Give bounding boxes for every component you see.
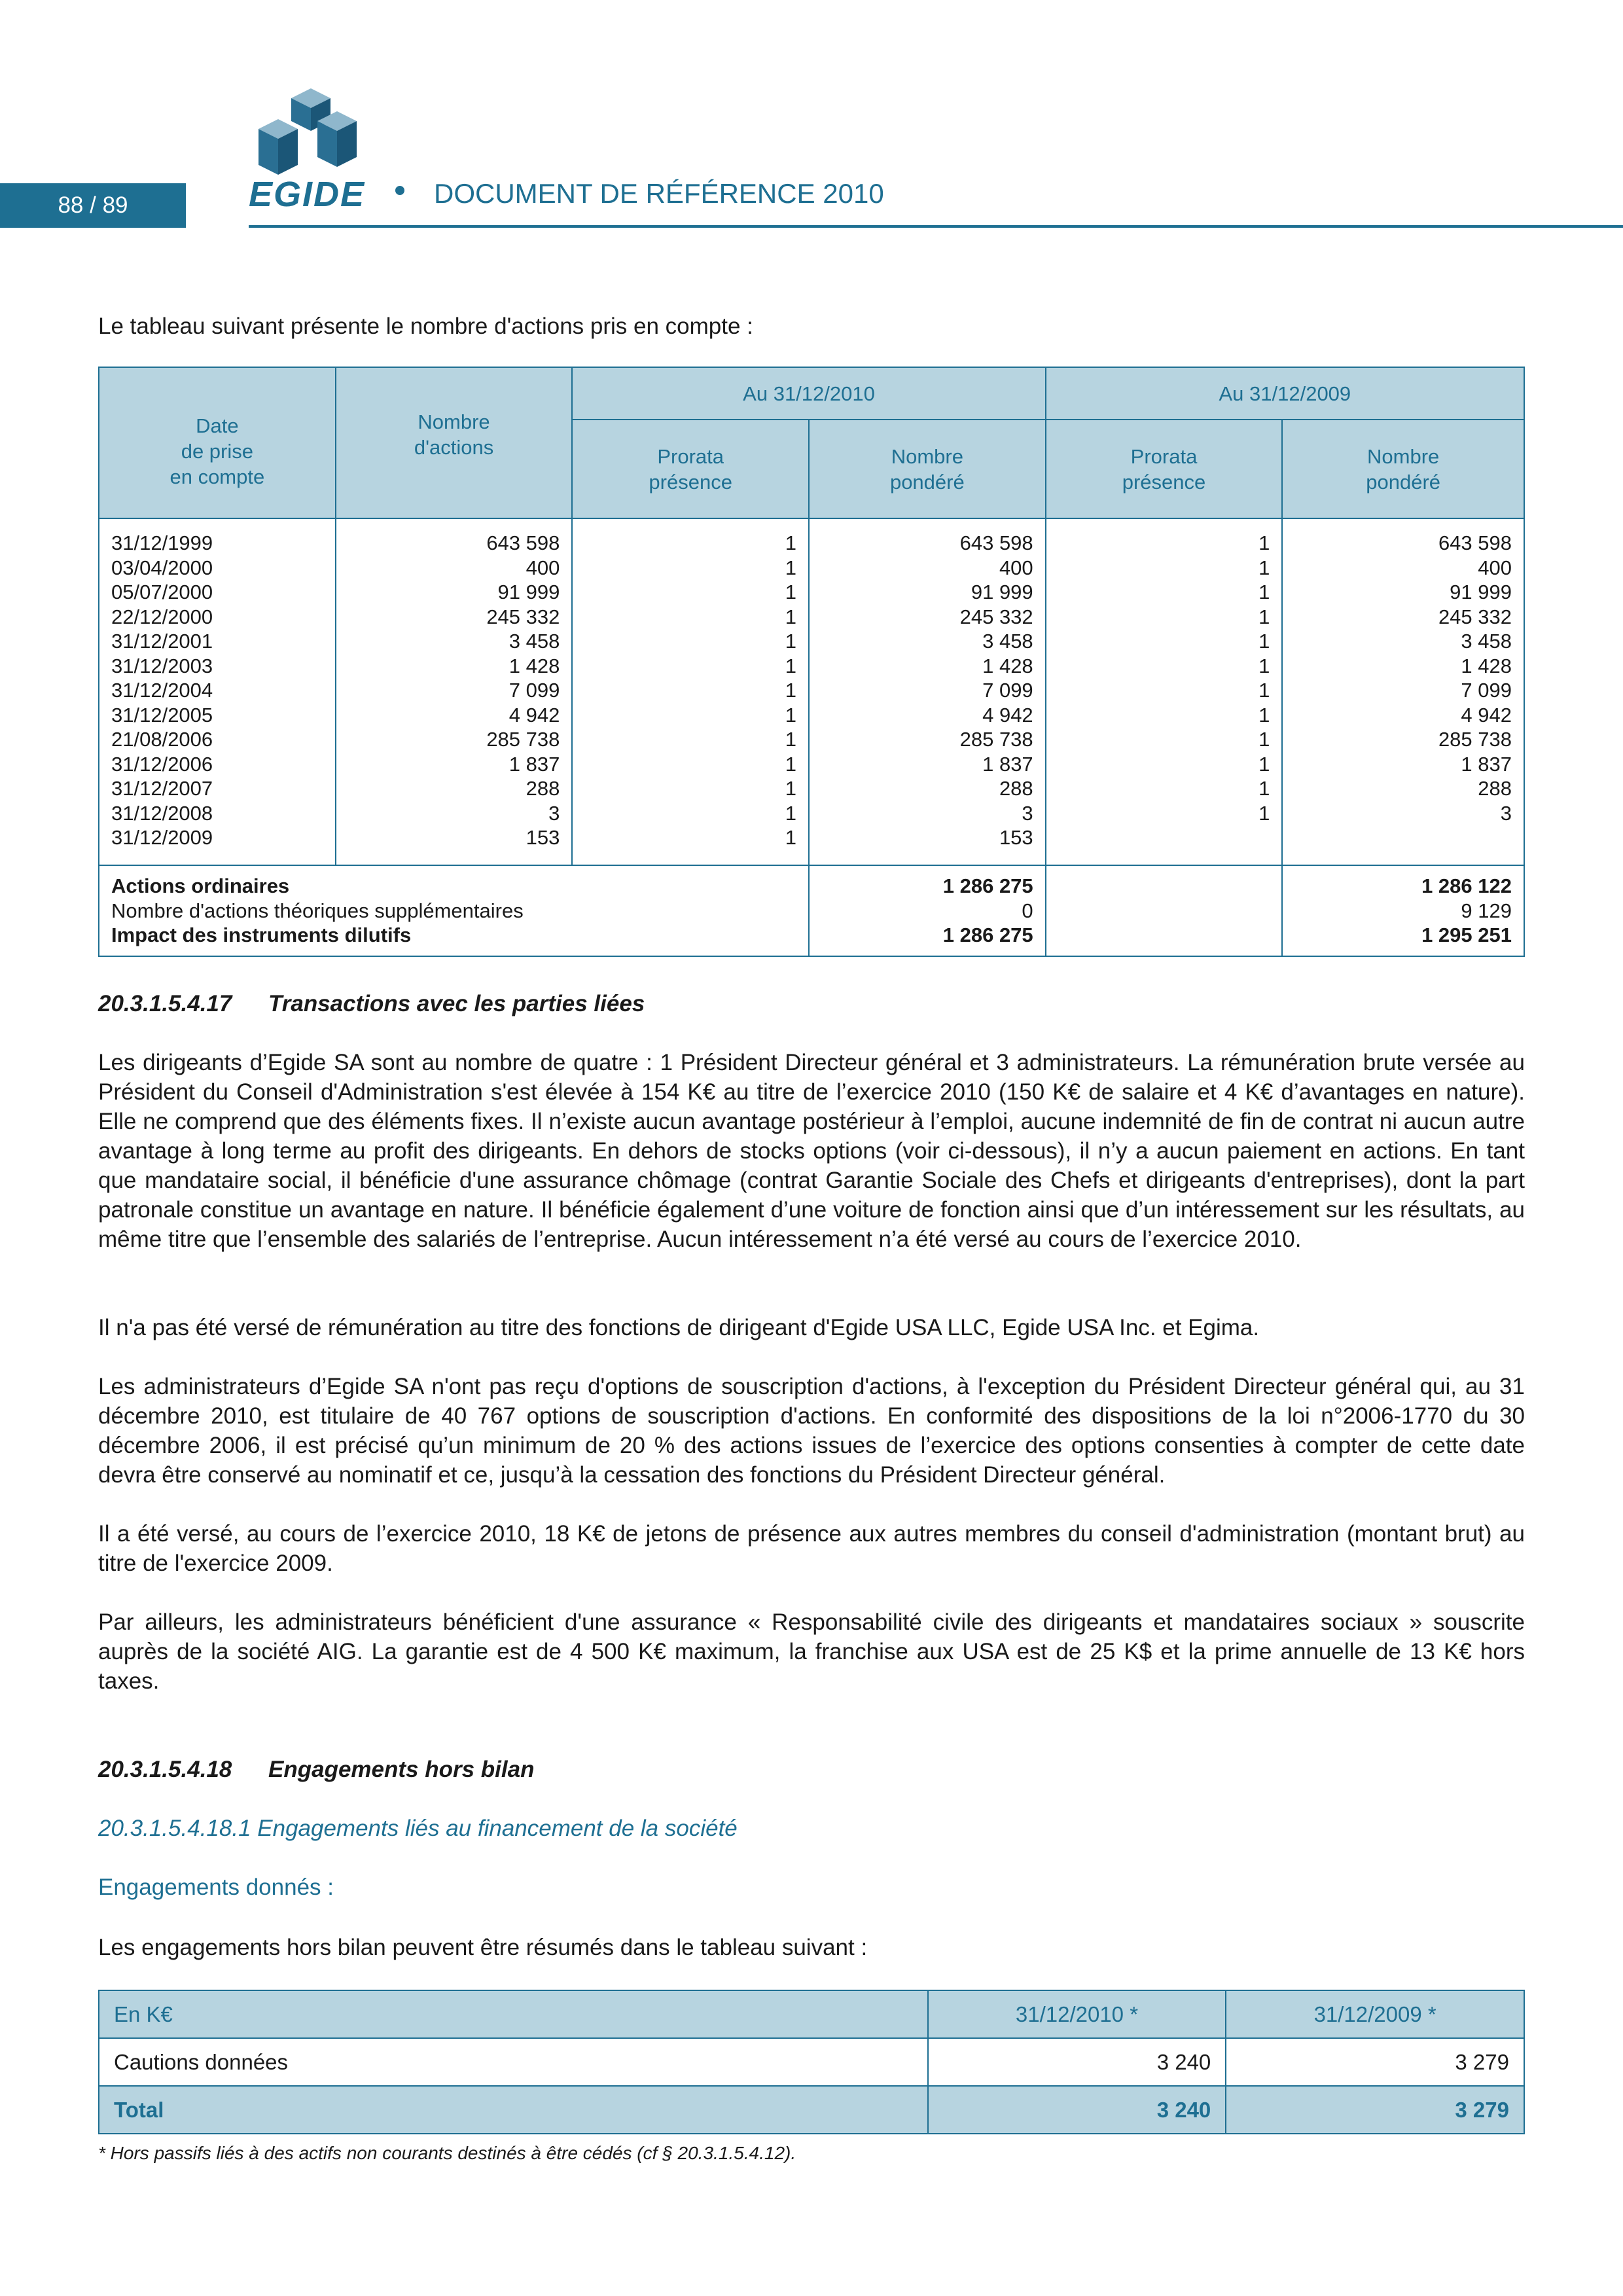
sub-header-prorata-2009: Prorata présence: [1046, 420, 1283, 518]
table-row: [99, 2038, 1524, 2086]
group-header-2009: Au 31/12/2009: [1046, 367, 1524, 420]
table-cell-value: 05/07/2000: [111, 581, 213, 603]
table-cell-value: 31/12/2006: [111, 752, 213, 776]
table-cell-value: 1: [785, 581, 797, 603]
summary-empty-cell: [1046, 865, 1283, 956]
table-cell-value: 4 942: [508, 703, 560, 726]
section-17-paragraph-2: Il n'a pas été versé de rémunération au titre des fonctions de dirigeant d'Egide USA LLC, Egide USA Inc. et Egima.: [98, 1315, 1260, 1340]
table-cell-value: 3 458: [1461, 630, 1512, 653]
total-label: Total: [99, 2086, 928, 2134]
ordinaires-2009: 1 286 122: [1421, 874, 1512, 897]
table-cell-value: 1: [1258, 556, 1270, 579]
brand-wordmark: EGIDE: [249, 175, 366, 214]
table-cell-value: 21/08/2006: [111, 728, 213, 751]
table-cell-value: 31/12/2005: [111, 703, 213, 726]
table-cell-value: 1: [1258, 777, 1270, 800]
table-cell-value: 4 942: [1461, 703, 1512, 726]
ordinaires-label: Actions ordinaires: [111, 874, 290, 897]
col-header-unit: En K€: [99, 1990, 928, 2038]
impact-2009: 1 295 251: [1421, 924, 1512, 946]
summary-2010: [809, 865, 1046, 956]
table-cell-value: 245 332: [959, 605, 1033, 628]
table-cell-value: 1: [785, 605, 797, 628]
impact-2010: 1 286 275: [942, 924, 1033, 946]
col-header-date: Date de prise en compte: [99, 367, 336, 518]
pondere-2009-column: [1282, 518, 1524, 865]
table-cell-value: 288: [1478, 777, 1512, 800]
footnote: * Hors passifs liés à des actifs non courants destinés à être cédés (cf § 20.3.1.5.4.12).: [98, 2143, 796, 2163]
theoriques-2010: 0: [1022, 899, 1033, 922]
page-indicator: 88 / 89: [0, 183, 186, 228]
impact-label: Impact des instruments dilutifs: [111, 924, 412, 946]
ordinaires-2010: 1 286 275: [942, 874, 1033, 897]
table-cell-value: 31/12/2001: [111, 630, 213, 653]
table-cell-value: 245 332: [486, 605, 560, 628]
table-cell-value: 03/04/2000: [111, 556, 213, 579]
table-cell-value: 400: [999, 556, 1033, 579]
table-cell-value: 1: [1258, 703, 1270, 726]
table-cell-value: 153: [999, 826, 1033, 849]
sub-header-pondere-2010: Nombre pondéré: [809, 420, 1046, 518]
table-cell-value: 31/12/2004: [111, 679, 213, 702]
table-cell-value: 1: [1258, 679, 1270, 702]
section-17-title: Transactions avec les parties liées: [268, 991, 645, 1016]
header-divider: [249, 225, 1623, 228]
table-cell-value: 7 099: [982, 679, 1033, 702]
table-cell-value: 1 428: [982, 654, 1033, 677]
table-cell-value: 1: [1258, 801, 1270, 825]
theoriques-label: Nombre d'actions théoriques supplémentaires: [111, 899, 524, 922]
table-cell-value: 7 099: [508, 679, 560, 702]
section-17-paragraph-4: Il a été versé, au cours de l’exercice 2010, 18 K€ de jetons de présence aux autres membres du conseil d'administration (montant brut) au titre de l'exercice 2009.: [98, 1521, 1525, 1576]
table-cell-value: 1: [1258, 654, 1270, 677]
section-17-number: 20.3.1.5.4.17: [98, 991, 232, 1016]
summary-labels: [99, 865, 809, 956]
section-17-heading: [98, 991, 645, 1017]
commitments-intro-text: Les engagements hors bilan peuvent être résumés dans le tableau suivant :: [98, 1935, 868, 1960]
table-cell-value: 285 738: [486, 728, 560, 751]
sub-header-prorata-2010: Prorata présence: [572, 420, 809, 518]
col-header-actions: Nombre d'actions: [336, 367, 573, 518]
actions-column: [336, 518, 573, 865]
table-cell-value: 31/12/1999: [111, 531, 213, 554]
summary-2009: [1282, 865, 1524, 956]
table-cell-value: 91 999: [971, 581, 1033, 603]
date-column: [99, 518, 336, 865]
table-cell-value: 245 332: [1438, 605, 1512, 628]
table-cell-value: 91 999: [497, 581, 560, 603]
table-cell-value: 31/12/2003: [111, 654, 213, 677]
table-row: [99, 518, 1524, 865]
table-cell-value: 400: [526, 556, 560, 579]
engagements-label: Engagements donnés :: [98, 1874, 334, 1900]
table-cell-value: 4 942: [982, 703, 1033, 726]
table-cell-value: 400: [1478, 556, 1512, 579]
table-cell-value: 1: [785, 777, 797, 800]
table-cell-value: 1: [785, 752, 797, 776]
summary-row: [99, 865, 1524, 956]
table-cell-value: 1: [785, 679, 797, 702]
total-2010: 3 240: [928, 2086, 1226, 2134]
table-cell-value: 1 428: [1461, 654, 1512, 677]
table-cell-value: 1: [785, 801, 797, 825]
table-cell-value: 153: [526, 826, 560, 849]
table-cell-value: 1 837: [1461, 752, 1512, 776]
section-18-title: Engagements hors bilan: [268, 1757, 535, 1782]
pondere-2010-column: [809, 518, 1046, 865]
theoriques-2009: 9 129: [1461, 899, 1512, 922]
table-cell-value: 288: [526, 777, 560, 800]
table-cell-value: 3: [1500, 801, 1512, 825]
section-17-paragraph-5: Par ailleurs, les administrateurs bénéficient d'une assurance « Responsabilité civile des dirigeants et mandataires sociaux » souscrite auprès de la société AIG. La garantie est de 4 500 K€ maximum, la franchise aux USA est de 25 K$ et la prime annuelle de 13 K€ hors taxes.: [98, 1609, 1525, 1694]
sub-header-pondere-2009: Nombre pondéré: [1282, 420, 1524, 518]
table-cell-value: 1: [785, 654, 797, 677]
section-18-subheading: 20.3.1.5.4.18.1 Engagements liés au financement de la société: [98, 1816, 738, 1841]
table-cell-value: 1: [1258, 752, 1270, 776]
prorata-2009-column: [1046, 518, 1283, 865]
commitments-table: [98, 1990, 1525, 2134]
table-cell-value: 1: [1258, 531, 1270, 554]
table-cell-value: 22/12/2000: [111, 605, 213, 628]
group-header-2010: Au 31/12/2010: [572, 367, 1045, 420]
table-cell-value: 1: [785, 556, 797, 579]
table-cell-value: 643 598: [959, 531, 1033, 554]
table-cell-value: 643 598: [486, 531, 560, 554]
table-cell-value: 3 458: [982, 630, 1033, 653]
table-cell-value: 285 738: [959, 728, 1033, 751]
table-cell-value: 1: [785, 826, 797, 849]
prorata-2010-column: [572, 518, 809, 865]
table-cell-value: 285 738: [1438, 728, 1512, 751]
table-cell-value: 31/12/2009: [111, 826, 213, 849]
table-cell-value: 1: [1258, 605, 1270, 628]
table-cell-value: 1: [785, 630, 797, 653]
col-header-2010: 31/12/2010 *: [928, 1990, 1226, 2038]
table-cell-value: 7 099: [1461, 679, 1512, 702]
table-cell-value: 31/12/2008: [111, 801, 213, 825]
table-cell-value: 3: [1022, 801, 1033, 825]
table-cell-value: 91 999: [1450, 581, 1512, 603]
table-cell-value: 31/12/2007: [111, 777, 213, 800]
cautions-2010: 3 240: [928, 2038, 1226, 2086]
table-cell-value: 3 458: [508, 630, 560, 653]
table-cell-value: 1: [785, 703, 797, 726]
table-cell-value: 1: [785, 728, 797, 751]
table-row: [99, 1990, 1524, 2038]
row-label-cautions: Cautions données: [99, 2038, 928, 2086]
shares-table: [98, 367, 1525, 957]
bullet-dot: [395, 186, 404, 195]
table-cell-value: 643 598: [1438, 531, 1512, 554]
section-17-paragraph-1: Les dirigeants d’Egide SA sont au nombre de quatre : 1 Président Directeur général et 3 administrateurs. La rémunération brute versée au Président du Conseil d'Administration s'est élevée à 154 K€ au titre de l’exercice 2010 (150 K€ de salaire et 4 K€ d’avantages en nature). Elle ne comprend que des éléments fixes. Il n’existe aucun avantage postérieur à l’emploi, aucune indemnité de fin de contrat ni aucun autre avantage à long terme au profit des dirigeants. En dehors de stocks options (voir ci-dessous), il n’y a aucun paiement en actions. En tant que mandataire social, il bénéficie d'une assurance chômage (contrat Garantie Sociale des Chefs et dirigeants d'entreprises), dont la part patronale constitue un avantage en nature. Il bénéficie également d’une voiture de fonction ainsi que d’un intéressement sur les résultats, au même titre que l’ensemble des salariés de l’entreprise. Aucun intéressement n’a été versé au cours de l’exercice 2010.: [98, 1050, 1525, 1252]
table-cell-value: 1: [1258, 581, 1270, 603]
document-title: DOCUMENT DE RÉFÉRENCE 2010: [434, 178, 884, 209]
table-cell-value: 288: [999, 777, 1033, 800]
table-cell-value: 3: [548, 801, 560, 825]
table-cell-value: 1 837: [508, 752, 560, 776]
col-header-2009: 31/12/2009 *: [1226, 1990, 1524, 2038]
section-18-number: 20.3.1.5.4.18: [98, 1757, 232, 1782]
section-17-paragraph-3: Les administrateurs d’Egide SA n'ont pas reçu d'options de souscription d'actions, à l'exception du Président Directeur général qui, au 31 décembre 2010, est titulaire de 40 767 options de souscription d'actions. En conformité des dispositions de la loi n°2006-1770 du 30 décembre 2006, il est précisé qu’un minimum de 20 % des actions issues de l’exercice des options consenties à compter de cette date devra être conservé au nominatif et ce, jusqu’à la cessation des fonctions du Président Directeur général.: [98, 1374, 1525, 1488]
table-intro-text: Le tableau suivant présente le nombre d'actions pris en compte :: [98, 314, 753, 339]
table-cell-value: 1: [1258, 630, 1270, 653]
table-cell-value: 1: [785, 531, 797, 554]
total-2009: 3 279: [1226, 2086, 1524, 2134]
cautions-2009: 3 279: [1226, 2038, 1524, 2086]
table-cell-value: 1 837: [982, 752, 1033, 776]
table-cell-value: 1: [1258, 728, 1270, 751]
table-row: [99, 2086, 1524, 2134]
section-18-heading: [98, 1757, 534, 1783]
table-cell-value: 1 428: [508, 654, 560, 677]
